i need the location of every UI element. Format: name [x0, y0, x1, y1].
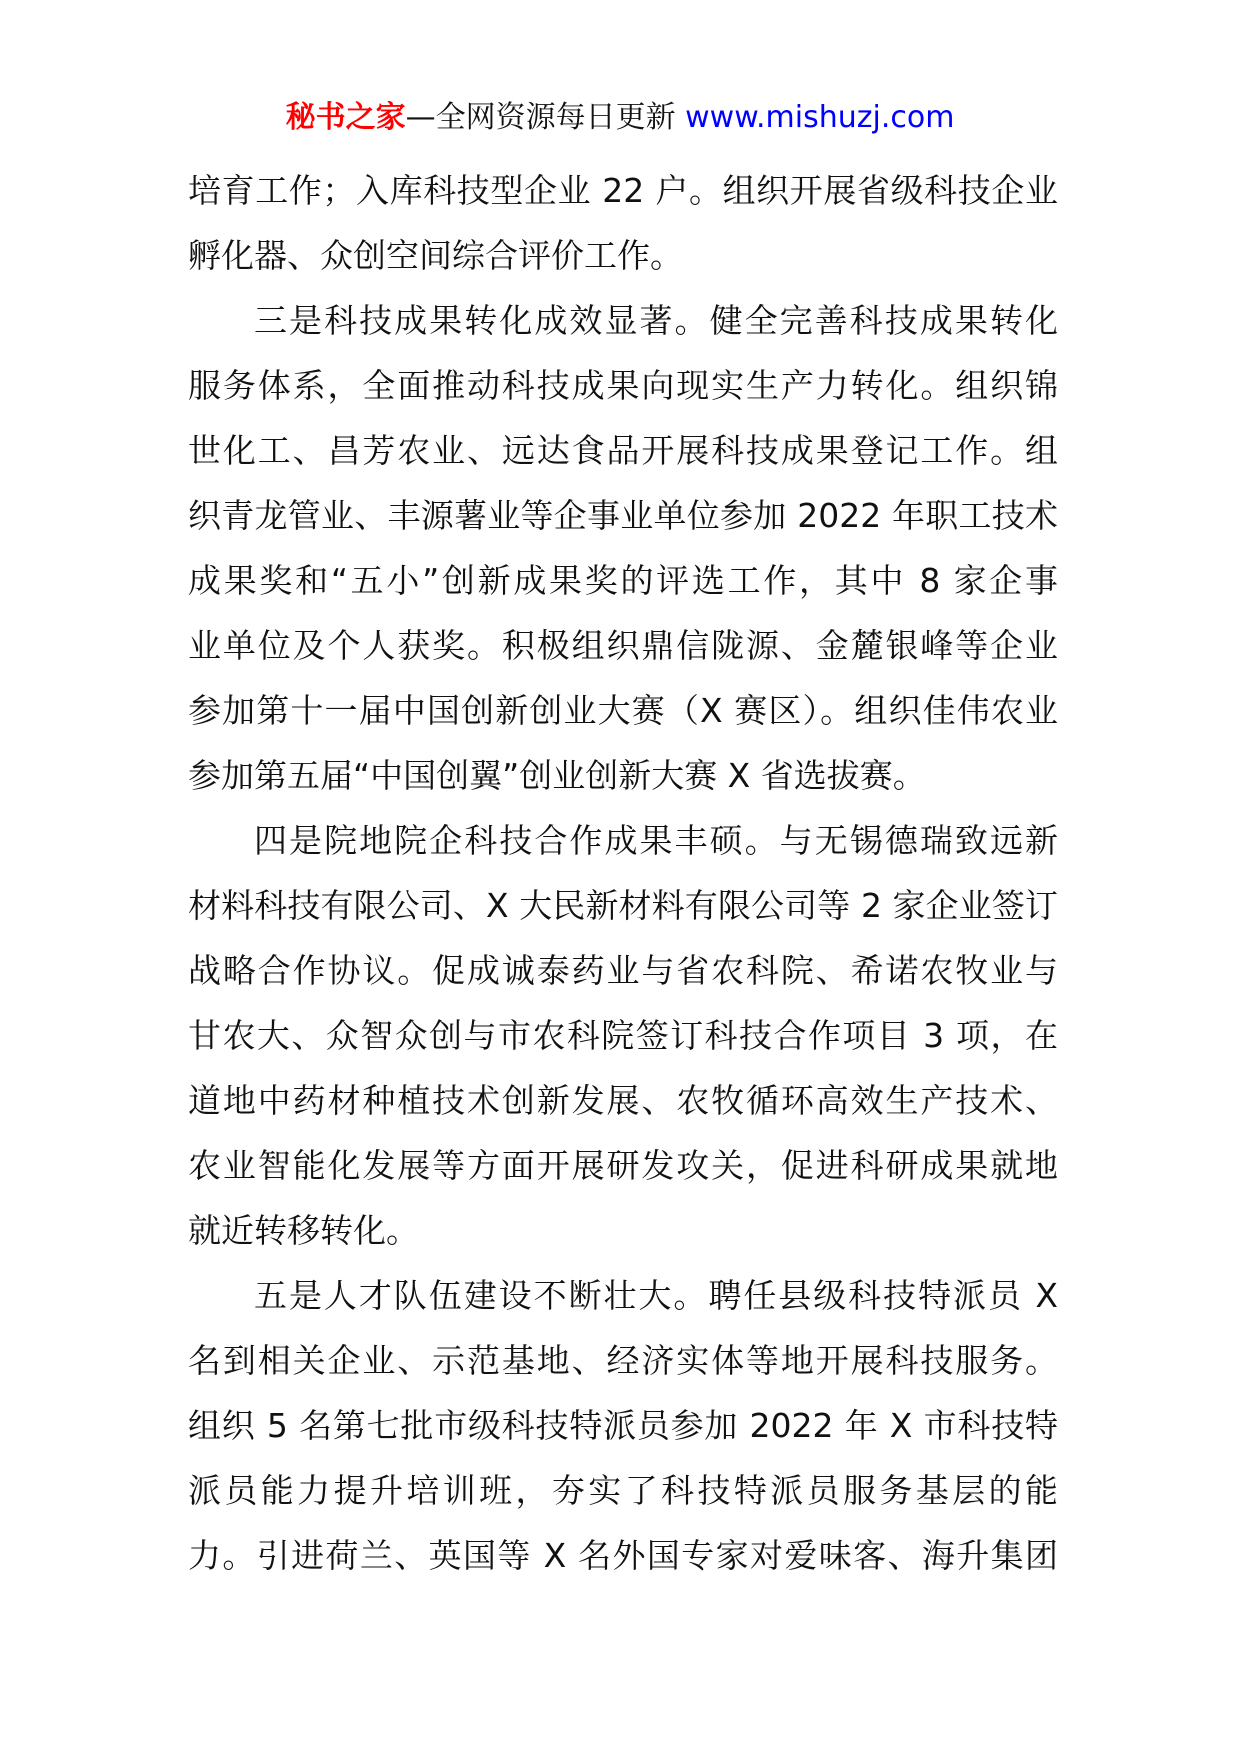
- text-line: 派员能力提升培训班，夯实了科技特派员服务基层的能: [188, 1471, 1058, 1510]
- paragraph-start-line: 四是院地院企科技合作成果丰硕。与无锡德瑞致远新: [254, 821, 1058, 860]
- site-tagline: —全网资源每日更新: [405, 100, 676, 135]
- text-line: 力。引进荷兰、英国等 X 名外国专家对爱味客、海升集团: [188, 1536, 1058, 1575]
- text-line: 材料科技有限公司、X 大民新材料有限公司等 2 家企业签订: [188, 886, 1058, 925]
- document-body: [188, 158, 1058, 1588]
- paragraph-start-line: 五是人才队伍建设不断壮大。聘任县级科技特派员 X: [254, 1276, 1058, 1315]
- site-brand: 秘书之家: [285, 100, 406, 135]
- text-line: 服务体系，全面推动科技成果向现实生产力转化。组织锦: [188, 366, 1058, 405]
- text-line: 孵化器、众创空间综合评价工作。: [188, 236, 683, 275]
- text-line: 培育工作；入库科技型企业 22 户。组织开展省级科技企业: [188, 171, 1058, 210]
- text-line: 成果奖和“五小”创新成果奖的评选工作，其中 8 家企事: [188, 561, 1058, 600]
- site-header: [0, 98, 1240, 138]
- text-line: 织青龙管业、丰源薯业等企事业单位参加 2022 年职工技术: [188, 496, 1058, 535]
- text-line: 组织 5 名第七批市级科技特派员参加 2022 年 X 市科技特: [188, 1406, 1058, 1445]
- text-line: 甘农大、众智众创与市农科院签订科技合作项目 3 项，在: [188, 1016, 1058, 1055]
- text-line: 名到相关企业、示范基地、经济实体等地开展科技服务。: [188, 1341, 1058, 1380]
- text-line: 世化工、昌芳农业、远达食品开展科技成果登记工作。组: [188, 431, 1058, 470]
- text-line: 就近转移转化。: [188, 1211, 419, 1250]
- paragraph-start-line: 三是科技成果转化成效显著。健全完善科技成果转化: [254, 301, 1058, 340]
- site-url-link[interactable]: www.mishuzj.com: [685, 100, 955, 135]
- text-line: 战略合作协议。促成诚泰药业与省农科院、希诺农牧业与: [188, 951, 1058, 990]
- text-line: 业单位及个人获奖。积极组织鼎信陇源、金麓银峰等企业: [188, 626, 1058, 665]
- text-line: 道地中药材种植技术创新发展、农牧循环高效生产技术、: [188, 1081, 1058, 1120]
- text-line: 农业智能化发展等方面开展研发攻关，促进科研成果就地: [188, 1146, 1058, 1185]
- text-line: 参加第五届“中国创翼”创业创新大赛 X 省选拔赛。: [188, 756, 926, 795]
- text-line: 参加第十一届中国创新创业大赛（X 赛区）。组织佳伟农业: [188, 691, 1058, 730]
